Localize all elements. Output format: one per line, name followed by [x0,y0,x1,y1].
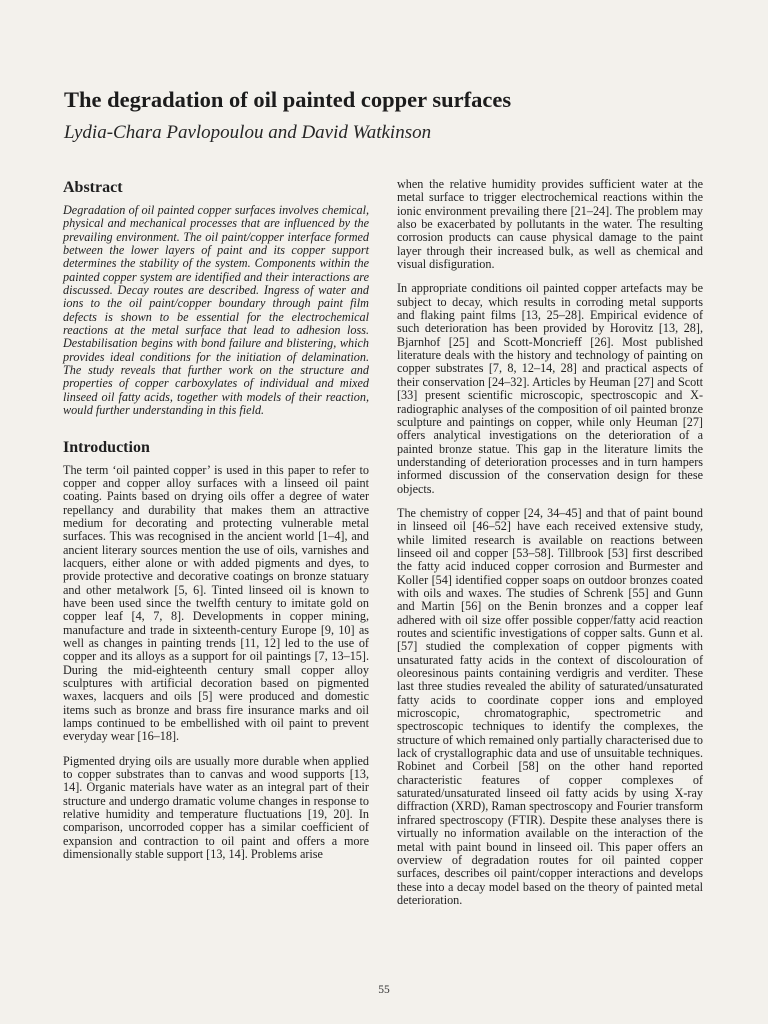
introduction-heading: Introduction [63,438,150,456]
body-paragraph: In appropriate conditions oil painted copper artefacts may be subject to decay, which results in corroding metal supports and flaking paint films [13, 25–28]. Empirical evidence of such deterioration has been provided by Horovitz [13, 28], Bjarnhof [25] and Scott-Moncrieff [26]. Most published literature deals with the history and technology of painting on copper substrates [7, 8, 12–14, 28] and practical aspects of their conservation [24–32]. Articles by Heuman [27] and Scott [33] present scientific microscopic, spectroscopic and X-radiographic analyses of the composition of oil painted bronze sculpture and paintings on copper, while only Heuman [27] offers analytical investigations on the deterioration of a painted bronze statue. This gap in the literature limits the understanding of deterioration processes and in turn hampers informed discussion of the conservation design for these objects. [397,281,703,496]
paper-title: The degradation of oil painted copper surfaces [64,87,512,112]
body-paragraph: when the relative humidity provides sufficient water at the metal surface to trigger electrochemical reactions within the ionic environment prevailing there [21–24]. The problem may also be exacerbated by pollutants in the water. The resulting corrosion products can cause physical damage to the paint layer through their increased bulk, as well as chemical and visual disfiguration. [397,177,703,272]
right-column [397,178,703,918]
body-paragraph: The chemistry of copper [24, 34–45] and that of paint bound in linseed oil [46–52] have each received extensive study, while limited research is available on reactions between linseed oil and copper [53–58]. Tillbrook [53] first described the fatty acid induced copper corrosion and Burmester and Koller [54] identified copper soaps on outdoor bronzes coated with oils and waxes. The studies of Schrenk [55] and Gunn and Martin [56] on the Benin bronzes and a copper leaf adhered with oil size offer possible copper/fatty acid reaction routes and scientific investigations of copper salts. Gunn et al. [57] studied the complexation of copper pigments with unsaturated fatty acids in the context of discolouration of oleoresinous paints containing verdigris and verditer. These last three studies revealed the ability of saturated/unsaturated fatty acids to coordinate copper ions and employed microscopic, chromatographic, spectrometric and spectroscopic techniques to identify the complexes, the structure of which remained only partially characterised due to lack of crystallographic data and use of unsuitable techniques. Robinet and Corbeil [58] on the other hand reported characteristic features of copper complexes of saturated/unsaturated linseed oil fatty acids by using X-ray diffraction (XRD), Raman spectroscopy and Fourier transform infrared spectroscopy (FTIR). Despite these analyses there is virtually no information available on the interaction of the metal with paint bound in linseed oil. This paper offers an overview of degradation routes for oil painted copper surfaces, describes oil paint/copper interactions and develops these into a decay model based on the theory of painted metal deterioration. [397,505,703,907]
page-number: 55 [378,984,390,996]
paper-authors: Lydia-Chara Pavlopoulou and David Watkinson [64,122,432,143]
body-paragraph: The term ‘oil painted copper’ is used in this paper to refer to copper and copper alloy surfaces with a linseed oil paint coating. Paints based on drying oils offer a degree of water repellancy and durability that makes them an attractive medium for decorating and protecting vulnerable metal surfaces. This was recognised in the ancient world [1–4], and ancient literary sources mention the use of oils, varnishes and lacquers, either alone or with added pigments and dyes, to provide protective and decorative coatings on bronze statuary and other metalwork [5, 6]. Tinted linseed oil is known to have been used since the twelfth century to imitate gold on copper leaf [4, 7, 8]. Developments in copper mining, manufacture and trade in sixteenth-century Europe [9, 10] as well as changes in painting trends [11, 12] led to the use of copper and its alloys as a support for oil paintings [7, 13–15]. During the mid-eighteenth century small copper alloy sculptures with artificial decoration based on pigmented waxes, lacquers and oils [5] were produced and domestic items such as bronze and brass fire insurance marks and oil lamps continued to be embellished with oil paint to prevent everyday wear [16–18]. [63,462,369,744]
abstract-heading: Abstract [63,179,123,196]
left-column [63,178,369,872]
body-paragraph: Pigmented drying oils are usually more durable when applied to copper substrates than to canvas and wood supports [13, 14]. Organic materials have water as an integral part of their structure and undergo dramatic volume changes in response to relative humidity and temperature fluctuations [19, 20]. In comparison, uncorroded copper has a similar coefficient of expansion and contraction to oil paint and offers a more dimensionally stable support [13, 14]. Problems arise [63,753,369,862]
abstract-text: Degradation of oil painted copper surfaces involves chemical, physical and mechanical processes that are influenced by the prevailing environment. The oil paint/copper interface formed between the lower layers of paint and its copper support determines the stability of the system. Components within the painted copper system are identified and their interactions are discussed. Decay routes are described. Ingress of water and ions to the oil paint/copper boundary through paint film defects is shown to be essential for the electrochemical reactions at the metal surface that lead to adhesion loss. Destabilisation begins with bond failure and blistering, which provides ideal conditions for the initiation of delamination. The study reveals that further work on the structure and properties of copper carboxylates of individual and mixed linseed oil fatty acids, together with models of their reaction, would further understanding in this field. [63,203,369,418]
